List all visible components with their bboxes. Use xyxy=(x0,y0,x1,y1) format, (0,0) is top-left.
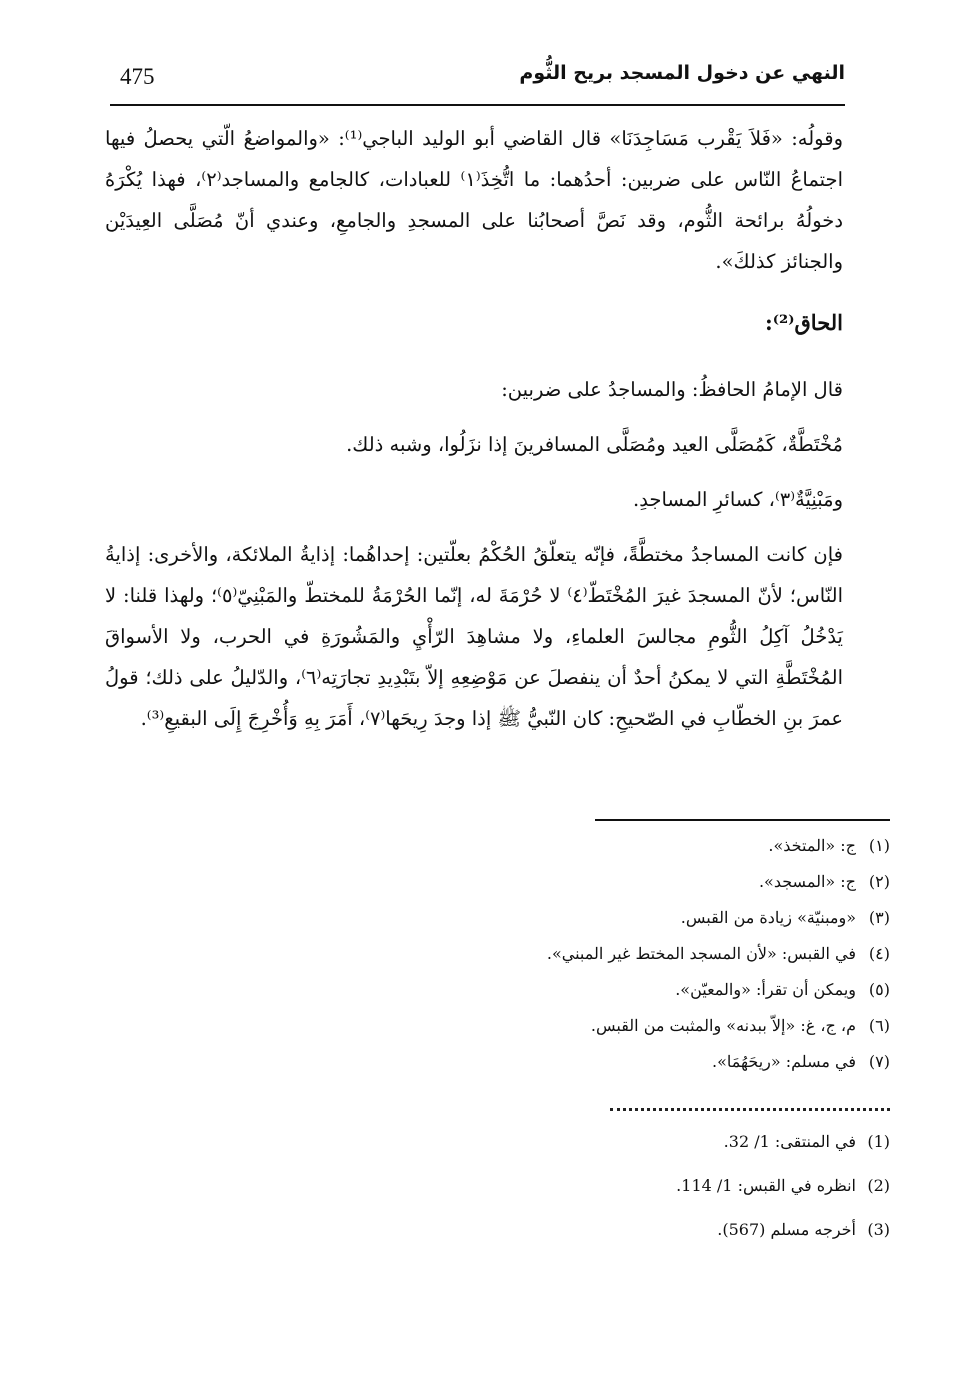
footnote-separator xyxy=(595,819,890,821)
editor-footnotes xyxy=(330,1120,890,1252)
paragraph-intro: قال الإمامُ الحافظُ: والمساجدُ على ضربين: xyxy=(501,378,843,401)
main-text xyxy=(105,118,843,739)
paragraph-baji-quote: وقولُه: «فَلاَ يَقْرب مَسَاجِدَنَا» قال القاضي أبو الوليد الباجي⁽¹⁾: «والمواضعُ الّتي يحصلُ فيها اجتماعُ النّاس على ضربين: أحدُهما: ما اتُّخِذَ⁽١⁾ للعبادات، كالجامع والمساجد⁽٢⁾، فهذا يُكْرَهُ دخولُهُ برائحة الثُّوم، وقد نَصَّ أصحابُنا على المسجدِ والجامعِ، وعندي أنّ مُصَلَّى العِيدَيْن والجنائز كذلكَ». xyxy=(105,127,843,273)
footnote-item: (٣)«ومبنيّة» زيادة من القبس. xyxy=(680,908,890,927)
paragraph-mabniyya: ومَبْنِيَّةٌ⁽٣⁾، كسائرِ المساجدِ. xyxy=(633,488,843,511)
footnote-item: (3)أخرجه مسلم (567). xyxy=(717,1220,890,1239)
paragraph-ruling: فإن كانت المساجدُ مختطَّةً، فإنّه يتعلّقُ الحُكْمُ بعلّتين: إحداهُما: إذايةُ الملائكة، والأخرى: إذايةُ النّاس؛ لأنّ المسجدَ غيرَ المُخْتَطّ⁽٤⁾ لا حُرْمَةَ له، إنّما الحُرْمَةُ للمختطّ والمَبْنِيّ⁽٥⁾؛ ولهذا قلنا: لا يَدْخُلُ آكِلُ الثُّومِ مجالسَ العلماءِ، ولا مشاهِدَ الرّأْيِ والمَشُورَةِ في الحرب، ولا الأسواقَ المُخْتَطَّةِ التي لا يمكنُ أحدٌ أن ينفصلَ عن مَوْضِعِهِ إلاّ بتَبْدِيدِ تجارَتِه⁽٦⁾، والدّليلُ على ذلك؛ قولُ عمرَ بنِ الخطّابِ في الصّحيحِ: كان النّبيُّ ﷺ إذا وجدَ رِيحَها⁽٧⁾، أَمَرَ بِهِ وَأُخْرِجَ إِلَى البقيعِ⁽³⁾. xyxy=(105,543,843,730)
dotted-separator xyxy=(610,1108,890,1111)
footnote-item: (١)ج: «المتخذ». xyxy=(768,836,890,855)
footnote-item: (٦)م، ج، غ: «إلاّ ببدنه» والمثبت من القبس. xyxy=(590,1016,890,1035)
page-header xyxy=(110,62,845,102)
page-number: 475 xyxy=(120,64,155,89)
footnote-item: (٧)في مسلم: «ريحَهُمَا». xyxy=(711,1052,890,1071)
section-heading: الحاق⁽²⁾: xyxy=(765,310,843,335)
running-title: النهي عن دخول المسجد بريح الثُّوم xyxy=(519,62,845,84)
footnote-item: (1)في المنتقى: 1/ 32. xyxy=(723,1132,890,1151)
paragraph-mukhtatta: مُخْتَطَّةٌ، كَمُصَلَّى العيد ومُصَلَّى المسافرينَ إذا نزَلُوا، وشبه ذلك. xyxy=(346,433,843,456)
header-rule xyxy=(110,104,845,106)
footnote-item: (٥)ويمكن أن تقرأ: «والمعيّن». xyxy=(675,980,890,999)
footnote-item: (٢)ج: «المسجد». xyxy=(758,872,890,891)
footnote-item: (2)انظره في القبس: 1/ 114. xyxy=(676,1176,890,1195)
variant-footnotes xyxy=(330,828,890,1080)
footnote-item: (٤)في القبس: «لأن المسجد المختط غير المبني». xyxy=(546,944,890,963)
